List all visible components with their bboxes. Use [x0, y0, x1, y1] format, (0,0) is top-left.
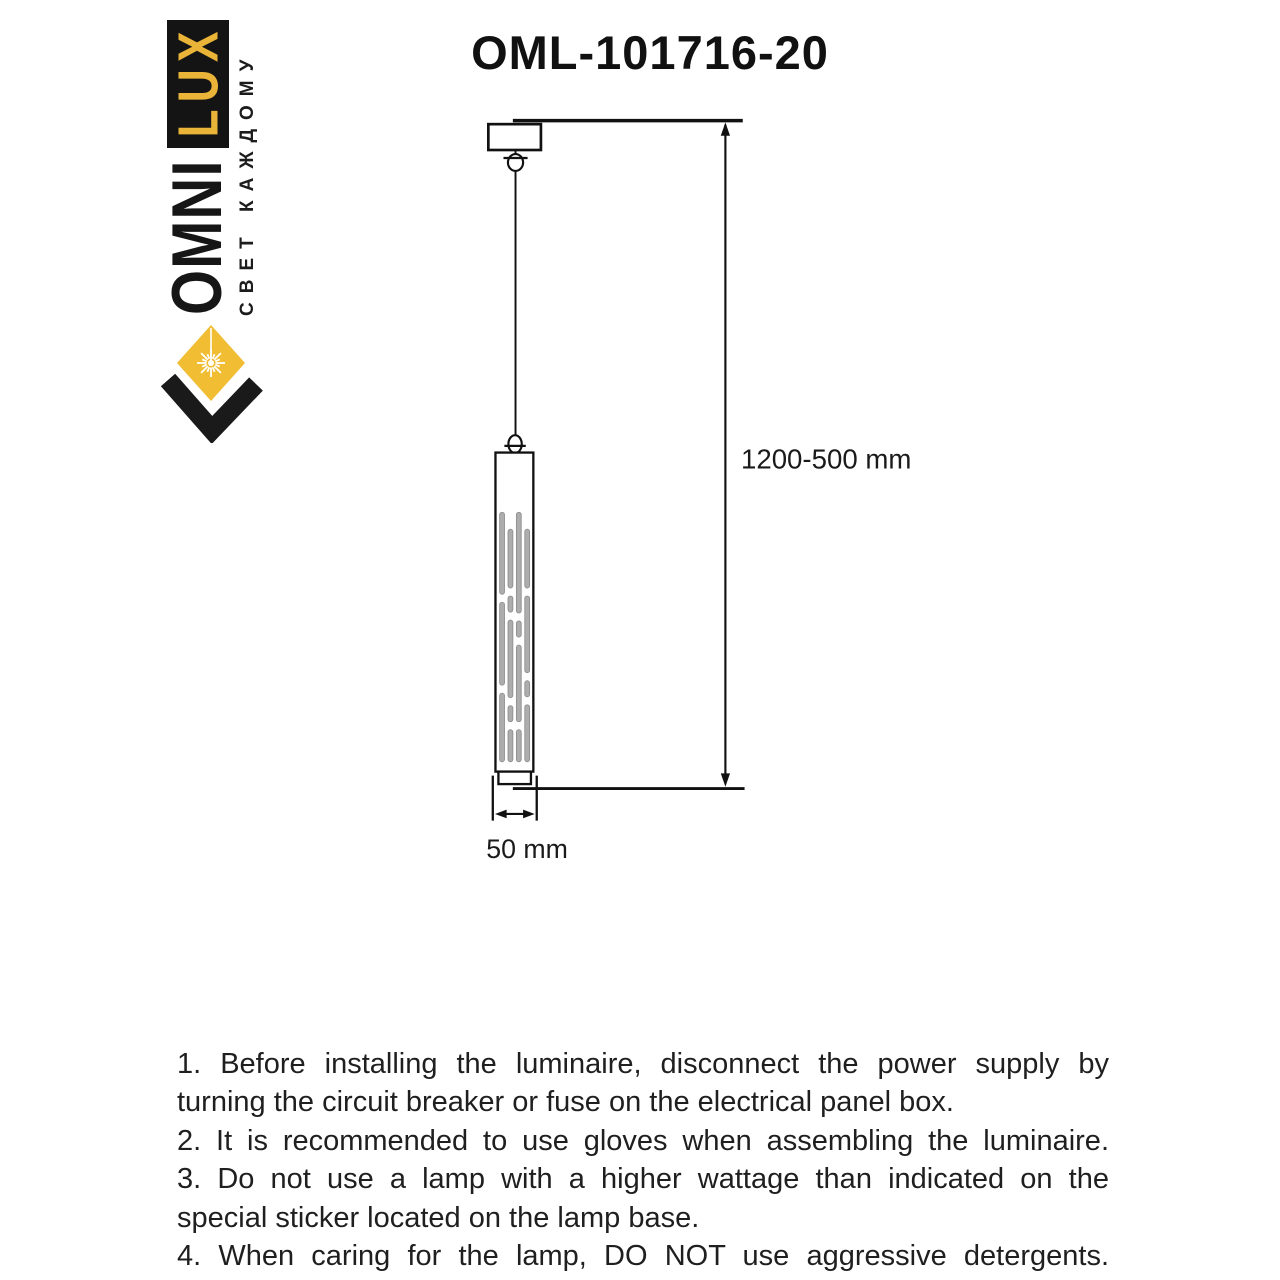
instruction-line: turning the circuit breaker or fuse on the electrical panel box. — [177, 1086, 954, 1119]
brand-lux-box — [167, 20, 229, 148]
brand-lux-text: LUX — [166, 24, 230, 138]
lamp-slot — [516, 512, 521, 613]
width-arrowhead-right — [523, 810, 535, 819]
lamp-slot — [516, 645, 521, 722]
lamp-slot — [500, 512, 505, 594]
page-title: OML-101716-20 — [471, 26, 829, 79]
instruction-line: 4. When caring for the lamp, DO NOT use aggressive detergents. — [177, 1240, 1109, 1273]
width-arrowhead-left — [495, 810, 507, 819]
lamp-diagram — [430, 105, 970, 965]
lamp-slot — [525, 596, 530, 673]
brand-logo — [157, 20, 238, 315]
lamp-slot — [500, 693, 505, 762]
lamp-slot — [508, 730, 513, 762]
cable-grip-top — [508, 154, 523, 171]
brand-tagline — [233, 16, 263, 316]
height-arrowhead-top — [721, 122, 730, 135]
instruction-line: special sticker located on the lamp base. — [177, 1201, 700, 1234]
lamp-slot — [516, 621, 521, 637]
brand-omni-text: OMNI — [157, 159, 238, 315]
instruction-line: 3. Do not use a lamp with a higher wattage than indicated on the — [177, 1163, 1109, 1196]
height-dimension-label: 1200-500 mm — [740, 443, 912, 475]
instruction-line: 2. It is recommended to use gloves when assembling the luminaire. — [177, 1124, 1109, 1157]
lamp-slot — [525, 681, 530, 697]
lamp-slot — [525, 529, 530, 588]
instruction-line: 1. Before installing the luminaire, disconnect the power supply by — [177, 1048, 1109, 1080]
instructions — [177, 1045, 1109, 1275]
height-arrowhead-bottom — [721, 773, 730, 786]
lamp-bottom-cap — [498, 772, 531, 784]
lamp-slot — [525, 705, 530, 762]
cable-grip-lamp — [508, 435, 521, 453]
brand-tagline-text: СВЕТ КАЖДОМУ — [237, 50, 258, 316]
width-dimension-label: 50 mm — [486, 834, 568, 865]
lamp-slot — [508, 620, 513, 698]
ceiling-canopy — [488, 124, 541, 150]
lamp-slot — [508, 706, 513, 722]
brand-logo-mark-icon — [160, 318, 265, 443]
lamp-slot — [508, 596, 513, 612]
starburst-core — [208, 360, 214, 366]
brand-logo-rotated — [157, 20, 238, 315]
lamp-slot — [500, 602, 505, 685]
lamp-slot — [508, 529, 513, 588]
lamp-slot — [516, 730, 521, 762]
